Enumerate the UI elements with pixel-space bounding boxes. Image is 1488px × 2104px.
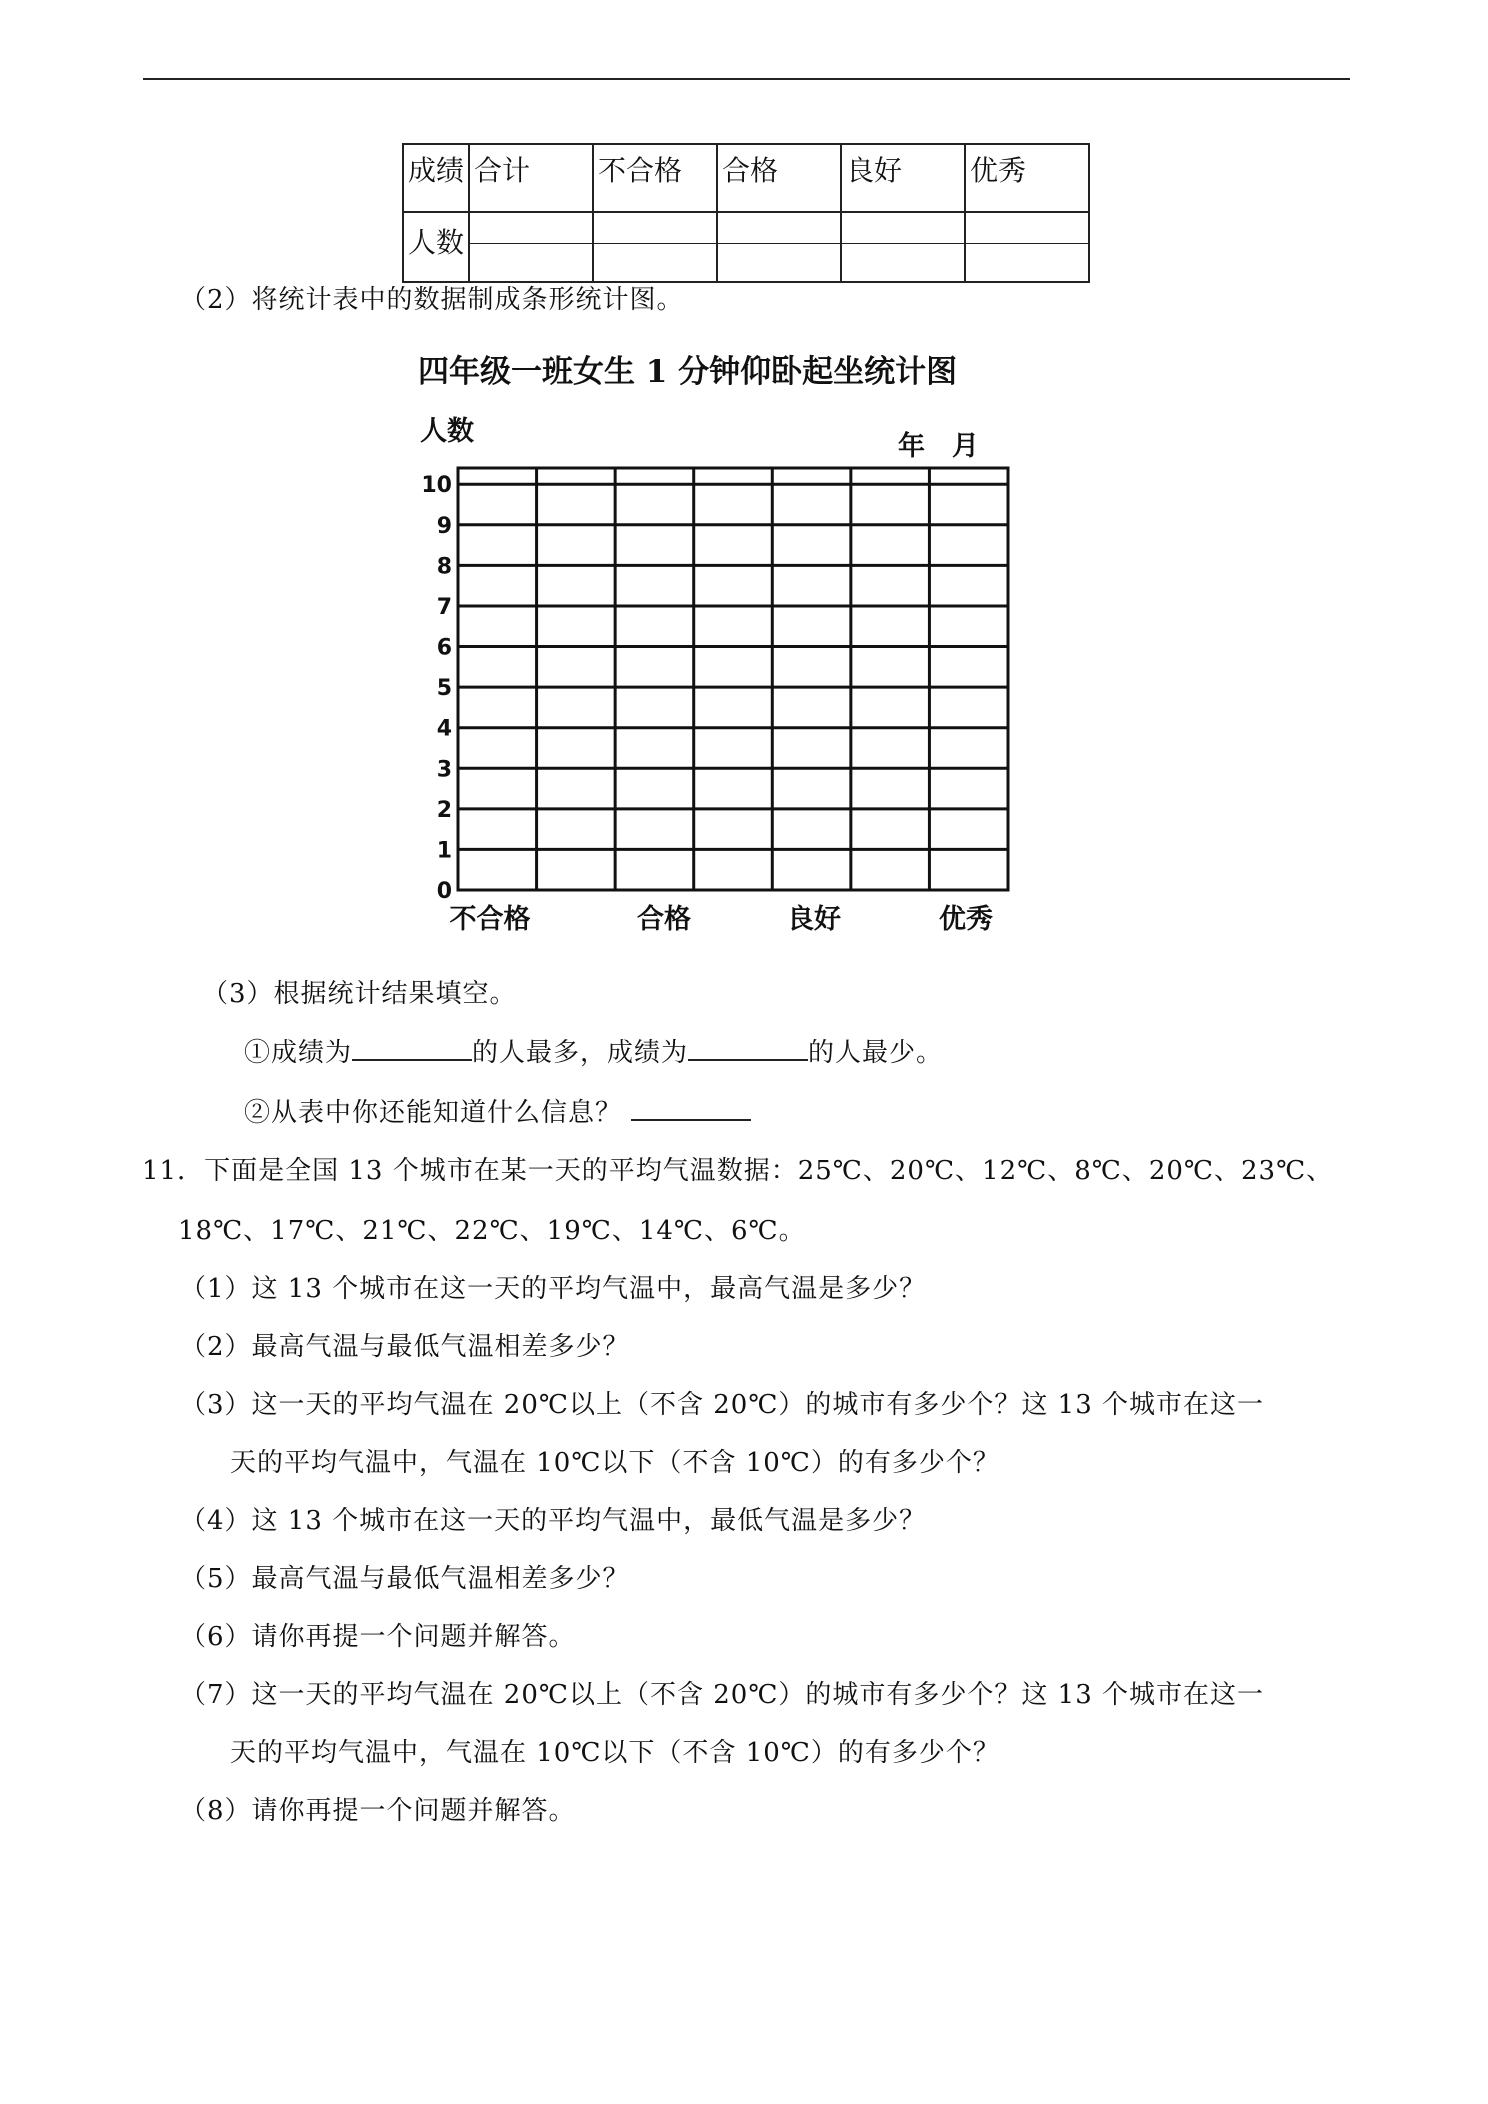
fill1-text-a: ①成绩为: [244, 1038, 353, 1068]
y-tick-label: 5: [436, 676, 452, 702]
header-rule: [143, 78, 1350, 80]
table-header-cell: 良好: [841, 144, 965, 212]
q10-fill2: [244, 1092, 751, 1129]
q10-part2: （2）将统计表中的数据制成条形统计图。: [180, 285, 684, 315]
q11-item: （6）请你再提一个问题并解答。: [180, 1622, 576, 1652]
q11-item: （2）最高气温与最低气温相差多少？: [180, 1332, 630, 1362]
table-row: [403, 212, 1089, 282]
q11-item: （3）这一天的平均气温在 20℃以上（不含 20℃）的城市有多少个？这 13 个城市在这一: [180, 1390, 1265, 1420]
y-axis-label: 人数: [420, 416, 474, 447]
q11-item: （1）这 13 个城市在这一天的平均气温中，最高气温是多少？: [180, 1274, 927, 1304]
q11-item: （8）请你再提一个问题并解答。: [180, 1796, 576, 1826]
fill1-text-b: 的人最多，成绩为: [472, 1038, 689, 1068]
table-answer-cell[interactable]: [965, 212, 1089, 282]
y-tick-label: 9: [436, 513, 452, 539]
table-answer-cell[interactable]: [469, 212, 593, 282]
q11-stem-2: 18℃、17℃、21℃、22℃、19℃、14℃、6℃。: [178, 1216, 806, 1246]
score-table: [402, 143, 1090, 283]
table-header-cell: 成绩: [403, 144, 469, 212]
table-row-label: 人数: [403, 212, 469, 282]
date-label: 年 月: [898, 431, 979, 462]
fill1-text-c: 的人最少。: [808, 1038, 944, 1068]
y-tick-label: 4: [436, 716, 452, 742]
q11-item-cont: 天的平均气温中，气温在 10℃以下（不含 10℃）的有多少个？: [230, 1448, 1000, 1478]
table-answer-cell[interactable]: [841, 212, 965, 282]
y-tick-label: 2: [436, 797, 452, 823]
table-header-cell: 不合格: [593, 144, 717, 212]
y-tick-label: 3: [436, 757, 452, 783]
y-tick-label: 6: [436, 635, 452, 661]
x-category-label: 良好: [787, 904, 841, 935]
chart-title: 四年级一班女生 1 分钟仰卧起坐统计图: [418, 354, 958, 390]
chart-grid: [458, 468, 1008, 890]
q11-stem-1: 11．下面是全国 13 个城市在某一天的平均气温数据：25℃、20℃、12℃、8℃、20℃、23℃、: [142, 1156, 1334, 1186]
x-category-label: 合格: [637, 904, 691, 935]
table-header-cell: 合计: [469, 144, 593, 212]
bar-chart: [418, 340, 1070, 940]
q11-item: （5）最高气温与最低气温相差多少？: [180, 1564, 630, 1594]
y-tick-label: 7: [436, 594, 452, 620]
x-categories: [450, 903, 994, 935]
y-tick-label: 8: [436, 554, 452, 580]
answer-blank-least[interactable]: [688, 1033, 808, 1061]
table-header-cell: 优秀: [965, 144, 1089, 212]
q11-item: （7）这一天的平均气温在 20℃以上（不含 20℃）的城市有多少个？这 13 个城市在这一: [180, 1680, 1265, 1710]
fill2-text: ②从表中你还能知道什么信息？: [244, 1098, 623, 1128]
chart-canvas: [418, 340, 1070, 940]
answer-blank-info[interactable]: [631, 1093, 751, 1121]
chart-frame: [458, 468, 1008, 890]
x-category-label: 优秀: [939, 904, 993, 935]
y-ticks: [421, 473, 452, 904]
table-header-cell: 合格: [717, 144, 841, 212]
answer-blank-most[interactable]: [352, 1033, 472, 1061]
q11-item-cont: 天的平均气温中，气温在 10℃以下（不含 10℃）的有多少个？: [230, 1738, 1000, 1768]
table-header-row: [403, 144, 1089, 212]
q10-fill1: [244, 1032, 943, 1069]
y-tick-label: 1: [436, 838, 452, 864]
y-tick-label: 0: [436, 879, 452, 904]
x-category-label: 不合格: [449, 904, 531, 935]
table-answer-cell[interactable]: [717, 212, 841, 282]
table-answer-cell[interactable]: [593, 212, 717, 282]
y-tick-label: 10: [421, 473, 452, 499]
q10-part3: （3）根据统计结果填空。: [202, 979, 517, 1009]
q11-item: （4）这 13 个城市在这一天的平均气温中，最低气温是多少？: [180, 1506, 927, 1536]
